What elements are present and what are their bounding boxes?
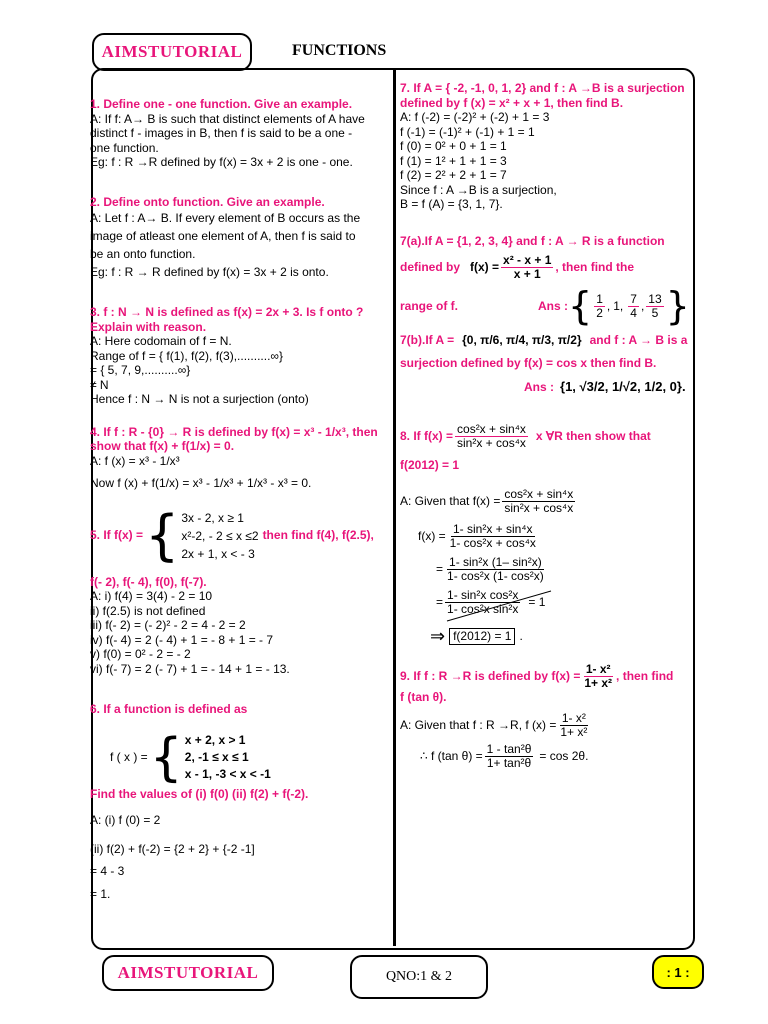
q3-answer-line: ≠ N: [90, 377, 109, 392]
q1-answer-line: Eg: f : R →R defined by f(x) = 3x + 2 is one - one.: [90, 155, 353, 169]
q8-denominator: 1- cos²x (1- cos²x): [447, 569, 544, 583]
q8-fraction: [455, 423, 528, 450]
q5-case: 3x - 2, x ≥ 1: [181, 510, 244, 525]
q7b-set: {0, π/6, π/4, π/3, π/2}: [462, 333, 582, 347]
q7b-tail: and f : A → B is a: [589, 333, 688, 347]
q2-title: 2. Define onto function. Give an example.: [90, 194, 325, 209]
q7-answer-line: A: f (-2) = (-2)² + (-2) + 1 = 3: [400, 110, 550, 124]
q4-title: show that f(x) + f(1/x) = 0.: [90, 439, 235, 453]
q9-numerator: 1- x²: [561, 711, 586, 725]
q7a-answer-label: Ans :: [538, 298, 569, 313]
q7-answer-line: f (1) = 1² + 1 + 1 = 3: [400, 153, 507, 168]
q7a-fraction: [501, 254, 553, 281]
q7a-text: defined by: [400, 260, 461, 275]
q9-fraction: [485, 743, 534, 770]
q8-denominator: sin²x + cos⁴x: [457, 435, 526, 450]
q8-step: = $\frac{\text{1- sin²x cos²x}}{\text{1- cos²x sin²x}}$ = 1: [400, 589, 692, 616]
q6-answer-line: = 1.: [90, 886, 111, 901]
cancel-strike-icon: [445, 589, 555, 623]
q9-fraction: [558, 712, 589, 739]
q6-definition: [90, 729, 388, 787]
q3-answer-line: Range of f = { f(1), f(2), f(3),..........∞}: [90, 348, 283, 363]
q7-title: 7. If A = { -2, -1, 0, 1, 2} and f : A →B is a surjection: [400, 81, 685, 95]
q5-answer-line: A: i) f(4) = 3(4) - 2 = 10: [90, 589, 213, 603]
q2-answer-line: be an onto function.: [90, 247, 196, 261]
q3-answer-line: = { 5, 7, 9,..........∞}: [90, 363, 191, 377]
q8-fraction: [502, 488, 575, 515]
q7-answer-line: f (0) = 0² + 0 + 1 = 1: [400, 139, 507, 153]
q5-answer-line: v) f(0) = 0² - 2 = - 2: [90, 647, 191, 661]
q9-numerator: 1 - tan²θ: [486, 742, 532, 756]
q3-title: Explain with reason.: [90, 319, 207, 334]
q8-result-box: f(2012) = 1: [449, 628, 515, 645]
q1-title: 1. Define one - one function. Give an example.: [90, 97, 353, 111]
q7b-answer: [400, 380, 692, 395]
q6-answer-line: (ii) f(2) + f(-2) = {2 + 2} + {-2 -1]: [90, 841, 255, 856]
q2-answer-line: Eg: f : R → R defined by f(x) = 3x + 2 is onto.: [90, 265, 329, 279]
q8-numerator: 1- sin²x (1– sin²x): [449, 555, 542, 569]
q7a-title: 7(a).If A = {1, 2, 3, 4} and f : A → R is a function: [400, 233, 665, 248]
q8-result-one: = 1: [528, 595, 546, 610]
q5-definition: [90, 505, 388, 567]
range-value: 1: [596, 291, 603, 306]
close-brace: }: [665, 284, 690, 328]
q8-conclusion: ⇒ f(2012) = 1 .: [430, 626, 523, 646]
q1-answer-line: one function.: [90, 140, 159, 155]
q4-title: 4. If f : R - {0} → R is defined by f(x) = x³ - 1/x³, then: [90, 424, 378, 439]
q9-lead: 9. If f : R →R is defined by f(x) =: [400, 668, 581, 683]
q7b-answer-set: {1, √3/2, 1/√2, 1/2, 0}.: [560, 379, 686, 394]
q5-brace: {: [145, 503, 180, 567]
implies-icon: ⇒: [430, 626, 446, 646]
q8-denominator: sin²x + cos⁴x: [504, 501, 574, 515]
q9-answer: [400, 743, 692, 770]
q6-case: x + 2, x > 1: [184, 733, 246, 747]
q5-answer-line: vi) f(- 7) = 2 (- 7) + 1 = - 14 + 1 = - 13.: [90, 661, 290, 676]
right-column: [400, 81, 692, 770]
q8-numerator: 1- sin²x + sin⁴x: [453, 522, 533, 536]
q4-answer-line: A: f (x) = x³ - 1/x³: [90, 453, 180, 468]
page-title: FUNCTIONS: [292, 42, 387, 59]
q5-title: f(- 2), f(- 4), f(0), f(-7).: [90, 574, 207, 589]
q5-answer-line: iii) f(- 2) = (- 2)² - 2 = 4 - 2 = 2: [90, 618, 246, 632]
q9-answer-text: A: Given that f : R →R, f (x) =: [400, 718, 557, 733]
q7a-answer-set: { $\frac{1}{2}$ , 1, $\frac{7}{4}$ , $\frac{13}{5}$ }: [568, 284, 690, 328]
q5-answer-line: iv) f(- 4) = 2 (- 4) + 1 = - 8 + 1 = - 7: [90, 632, 274, 647]
q9-denominator: 1+ x²: [584, 675, 613, 690]
q5-case: x²-2, - 2 ≤ x ≤2: [181, 528, 259, 543]
q7b-answer-label: Ans :: [524, 380, 554, 394]
q7a-fx: f(x) =: [470, 260, 500, 275]
q8-numerator: cos²x + sin⁴x: [504, 487, 574, 501]
q7a-definition: [400, 254, 692, 281]
question-number-badge: [350, 955, 488, 999]
q8-numerator: cos²x + sin⁴x: [457, 421, 526, 436]
q5-tail: then find f(4), f(2.5),: [262, 528, 374, 543]
range-value: 13: [648, 291, 662, 306]
q8-denominator: 1- cos²x + cos⁴x: [449, 536, 536, 550]
q7-answer-line: Since f : A →B is a surjection,: [400, 182, 557, 197]
range-value: 4: [630, 305, 637, 320]
left-column: [90, 97, 388, 901]
q6-title: Find the values of (i) f(0) (ii) f(2) + f(-2).: [90, 786, 309, 801]
footer-logo: AIMSTUTORIAL: [102, 955, 274, 991]
q8-denominator: 1- cos²x sin²x: [447, 602, 519, 616]
q3-answer-line: Hence f : N → N is not a surjection (onto): [90, 392, 309, 406]
q8-fraction: [448, 523, 538, 550]
q9-fraction: [582, 663, 614, 690]
q3-title: 3. f : N → N is defined as f(x) = 2x + 3. Is f onto ?: [90, 305, 364, 319]
q7a-text: , then find the: [555, 260, 635, 275]
q2-answer-line: image of atleast one element of A, then f is said to: [90, 229, 356, 243]
q7a-denominator: x + 1: [513, 267, 541, 281]
q9-definition: [400, 663, 692, 690]
q7a-text: range of f.: [400, 298, 459, 313]
q7a-range-row: [400, 284, 692, 328]
header-logo: AIMSTUTORIAL: [92, 33, 252, 71]
q7b-lead: 7(b).If A =: [400, 333, 455, 347]
q7a-numerator: x² - x + 1: [503, 253, 552, 267]
range-value: 5: [651, 305, 659, 320]
page-number-text: : 1 :: [666, 964, 690, 980]
q5-lead: 5. If f(x) =: [90, 528, 144, 543]
q8-definition: [400, 423, 692, 450]
q9-answer: [400, 712, 692, 739]
q6-answer-line: = 4 - 3: [90, 864, 125, 878]
q8-lead: 8. If f(x) =: [400, 428, 454, 443]
q1-answer-line: distinct f - images in B, then f is said to be a one -: [90, 126, 353, 140]
q6-case: x - 1, -3 < x < -1: [184, 767, 271, 781]
q9-numerator: 1- x²: [585, 661, 611, 676]
range-value: 7: [630, 291, 637, 306]
q8-fraction: [445, 589, 520, 616]
q6-answer-line: A: (i) f (0) = 2: [90, 813, 161, 827]
q2-answer-line: A: Let f : A→ B. If every element of B occurs as the: [90, 211, 361, 225]
q5-answer-line: ii) f(2.5) is not defined: [90, 603, 206, 618]
q8-step: [400, 523, 692, 550]
q6-lead: f ( x ) =: [110, 750, 148, 765]
column-divider: [393, 70, 396, 946]
q8-tail: x ∀R then show that: [535, 428, 651, 443]
range-value: 2: [596, 305, 603, 320]
q7-answer-line: B = f (A) = {3, 1, 7}.: [400, 197, 503, 211]
question-number-text: QNO:1 & 2: [385, 969, 453, 984]
q7b-title: surjection defined by f(x) = cos x then find B.: [400, 355, 657, 370]
q9-answer-text: ∴ f (tan θ) =: [420, 749, 483, 764]
q4-answer-line: Now f (x) + f(1/x) = x³ - 1/x³ + 1/x³ - x³ = 0.: [90, 476, 312, 490]
open-brace: {: [568, 284, 593, 328]
page-number-badge: [652, 955, 704, 989]
q7-answer-line: f (-1) = (-1)² + (-1) + 1 = 1: [400, 124, 535, 139]
q3-answer-line: A: Here codomain of f = N.: [90, 334, 232, 348]
q8-step: = $\frac{\text{1- sin²x (1– sin²x)}}{\text{1- cos²x (1- cos²x)}}$: [436, 555, 544, 583]
q8-answer-text: A: Given that f(x) =: [400, 494, 501, 509]
q9-result: = cos 2θ.: [539, 749, 589, 764]
q8-numerator: 1- sin²x cos²x: [447, 588, 519, 602]
q9-denominator: 1+ x²: [560, 725, 588, 739]
q6-title: 6. If a function is defined as: [90, 702, 248, 716]
q7-answer-line: f (2) = 2² + 2 + 1 = 7: [400, 168, 507, 182]
q6-brace: {: [149, 727, 183, 788]
q8-step-lead: f(x) =: [418, 529, 446, 544]
range-value: 1,: [613, 298, 624, 313]
q9-tail: , then find: [616, 668, 674, 683]
q6-case: 2, -1 ≤ x ≤ 1: [184, 750, 249, 764]
q7b-definition: [400, 333, 692, 348]
q9-denominator: 1+ tan²θ: [486, 756, 532, 770]
q8-answer: [400, 488, 692, 515]
q8-fraction: [445, 556, 546, 583]
q7-title: defined by f (x) = x² + x + 1, then find B.: [400, 95, 624, 110]
q5-case: 2x + 1, x < - 3: [181, 546, 255, 561]
q1-answer-line: A: If f: A→ B is such that distinct elements of A have: [90, 111, 365, 126]
q9-title: f (tan θ).: [400, 689, 447, 704]
q8-title: f(2012) = 1: [400, 457, 460, 472]
